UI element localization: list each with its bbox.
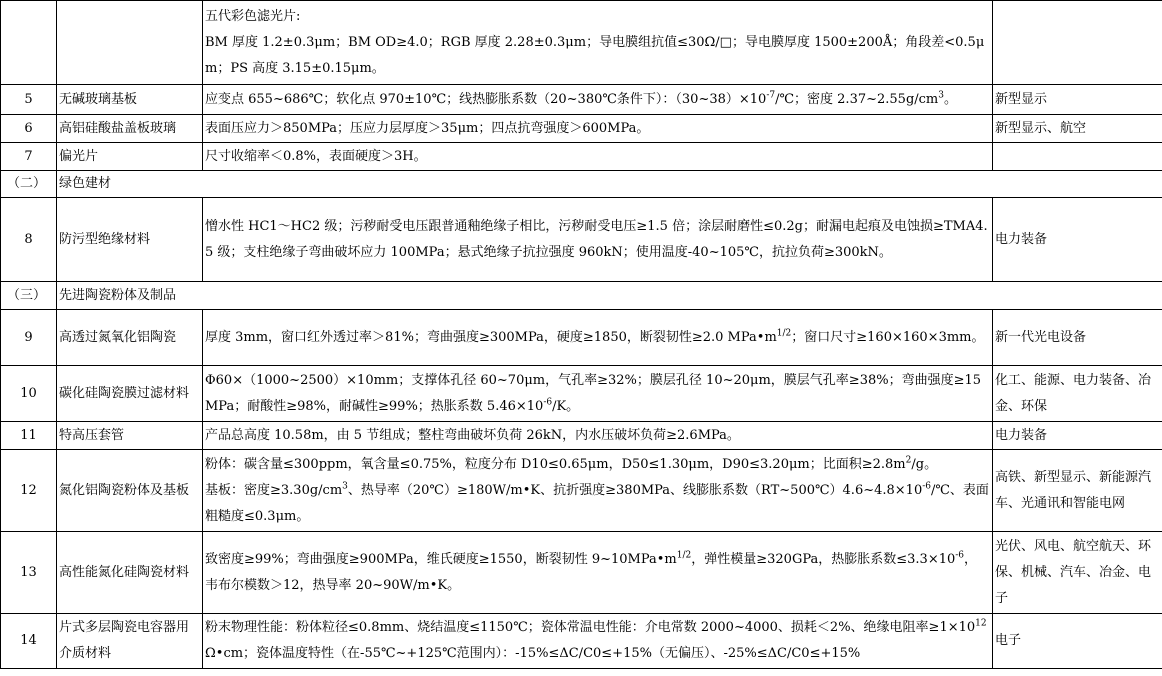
material-name: 高透过氮氧化铝陶瓷 <box>57 310 203 366</box>
table-row <box>1 1 1162 85</box>
material-name: 偏光片 <box>57 143 203 171</box>
application-field: 光伏、风电、航空航天、环保、机械、汽车、冶金、电子 <box>993 532 1162 614</box>
material-name: 防污型绝缘材料 <box>57 198 203 282</box>
material-name: 氮化铝陶瓷粉体及基板 <box>57 450 203 532</box>
performance-spec: 粉体：碳含量≤300ppm，氧含量≤0.75%，粒度分布 D10≤0.65μm，D50≤1.30μm，D90≤3.20μm；比面积$\ge 2.8m^2/g$。 基板：密度$\ge 3.30g/cm^3$、热导率（20℃）≥180W/m•K、抗折强度≥380MPa、线膨胀系数$(RT\sim 500℃)4.6\sim 4.8\times 10^{-6}/℃$、表面粗糙度≤0.3μm。 <box>203 450 993 532</box>
table-row <box>1 310 1162 366</box>
table-row <box>1 85 1162 115</box>
performance-spec: 憎水性 HC1～HC2 级；污秽耐受电压跟普通釉绝缘子相比，污秽耐受电压≥1.5 倍；涂层耐磨性≤0.2g；耐漏电起痕及电蚀损≥TMA4.5 级；支柱绝缘子弯曲破坏应力 100MPa；悬式绝缘子抗拉强度 960kN；使用温度-40~105℃，抗拉负荷≥300kN。 <box>203 198 993 282</box>
item-number: 9 <box>1 310 57 366</box>
application-field: 化工、能源、电力装备、冶金、环保 <box>993 366 1162 422</box>
application-field: 高铁、新型显示、新能源汽车、光通讯和智能电网 <box>993 450 1162 532</box>
material-name: 高铝硅酸盐盖板玻璃 <box>57 115 203 143</box>
section-title: 先进陶瓷粉体及制品 <box>57 282 1162 310</box>
section-header-row <box>1 282 1162 310</box>
material-name: 高性能氮化硅陶瓷材料 <box>57 532 203 614</box>
table-row <box>1 366 1162 422</box>
item-number: 13 <box>1 532 57 614</box>
item-number: 14 <box>1 614 57 669</box>
table-row <box>1 115 1162 143</box>
application-field <box>993 143 1162 171</box>
performance-spec: 应变点 655~686℃；软化点 970±10℃；线热膨胀系数（20~380℃条件下）：$(30\sim 38)\times 10^{-7}/℃$；密度 $2.37\sim 2.55g/cm^3$。 <box>203 85 993 115</box>
item-number: 6 <box>1 115 57 143</box>
item-number: 10 <box>1 366 57 422</box>
performance-spec: 表面压应力＞850MPa；压应力层厚度＞35μm；四点抗弯强度＞600MPa。 <box>203 115 993 143</box>
material-name <box>57 1 203 85</box>
material-name: 无碱玻璃基板 <box>57 85 203 115</box>
table-row <box>1 422 1162 450</box>
application-field: 新一代光电设备 <box>993 310 1162 366</box>
table-row <box>1 614 1162 669</box>
material-name: 特高压套管 <box>57 422 203 450</box>
section-header-row <box>1 171 1162 198</box>
application-field: 新型显示 <box>993 85 1162 115</box>
application-field: 电力装备 <box>993 198 1162 282</box>
performance-spec: 致密度≥99%；弯曲强度≥900MPa，维氏硬度≥1550，断裂韧性 $9\sim 10MPa•m^{1/2}$，弹性模量≥320GPa，热膨胀系数$\le 3.3\times 10^{-6}$，韦布尔模数＞12，热导率 20~90W/m•K。 <box>203 532 993 614</box>
item-number: 12 <box>1 450 57 532</box>
item-number <box>1 1 57 85</box>
application-field: 新型显示、航空 <box>993 115 1162 143</box>
table-row <box>1 198 1162 282</box>
item-number: 8 <box>1 198 57 282</box>
section-title: 绿色建材 <box>57 171 1162 198</box>
table-body <box>1 1 1162 669</box>
table-row <box>1 450 1162 532</box>
item-number: 5 <box>1 85 57 115</box>
performance-spec: 厚度 3mm，窗口红外透过率＞81%；弯曲强度≥300MPa，硬度≥1850，断裂韧性≥2.0 $MPa•m^{1/2}$；窗口尺寸≥160×160×3mm。 <box>203 310 993 366</box>
performance-spec: 粉末物理性能：粉体粒径≤0.8mm、烧结温度≤1150℃；瓷体常温电性能：介电常数 2000~4000、损耗＜2%、绝缘电阻率$\ge 1\times 10^{12}\Omega•cm$；瓷体温度特性（在-55℃~+125℃范围内）：-15%≤ΔC/C0≤+15%（无偏压）、-25%≤ΔC/C0≤+15% <box>203 614 993 669</box>
application-field <box>993 1 1162 85</box>
item-number: 7 <box>1 143 57 171</box>
material-name: 碳化硅陶瓷膜过滤材料 <box>57 366 203 422</box>
performance-spec: 产品总高度 10.58m，由 5 节组成；整柱弯曲破坏负荷 26kN，内水压破坏负荷≥2.6MPa。 <box>203 422 993 450</box>
section-number: （二） <box>1 171 57 198</box>
performance-spec: 五代彩色滤光片: BM 厚度 1.2±0.3μm；BM OD≥4.0；RGB 厚度 2.28±0.3μm；导电膜组抗值≤30Ω/□；导电膜厚度 1500±200Å；角段差<0.5μm；PS 高度 3.15±0.15μm。 <box>203 1 993 85</box>
section-number: （三） <box>1 282 57 310</box>
table-row <box>1 532 1162 614</box>
item-number: 11 <box>1 422 57 450</box>
table-row <box>1 143 1162 171</box>
application-field: 电子 <box>993 614 1162 669</box>
performance-spec: Φ60×（1000~2500）×10mm；支撑体孔径 60~70μm，气孔率≥32%；膜层孔径 10~20μm，膜层气孔率≥38%；弯曲强度≥15MPa；耐酸性≥98%，耐碱性≥99%；热胀系数 $5.46\times 10^{-6}/K$。 <box>203 366 993 422</box>
material-name: 片式多层陶瓷电容器用介质材料 <box>57 614 203 669</box>
performance-spec: 尺寸收缩率＜0.8%，表面硬度＞3H。 <box>203 143 993 171</box>
application-field: 电力装备 <box>993 422 1162 450</box>
